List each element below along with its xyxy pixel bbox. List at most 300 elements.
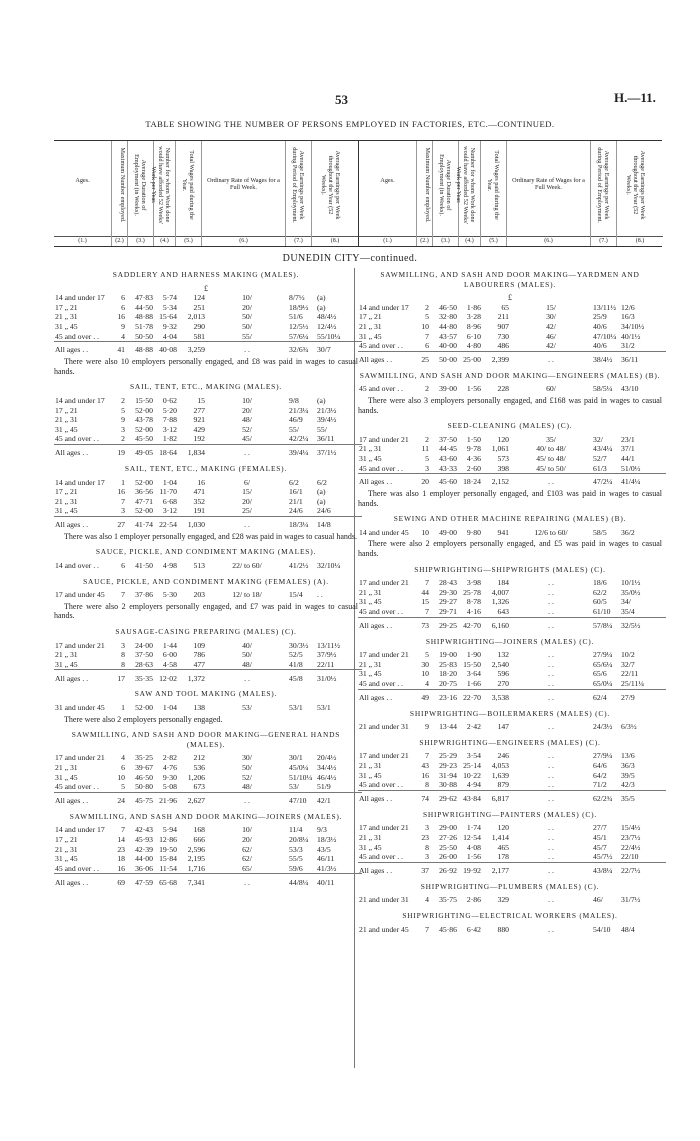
table-cell: 251 xyxy=(193,302,205,312)
table-cell: 4 xyxy=(425,895,429,905)
table-cell: 3 xyxy=(425,823,429,833)
table-cell: All ages . . xyxy=(358,474,416,488)
table-cell: 45 and over . . xyxy=(55,434,99,444)
header-number: (1.) xyxy=(359,236,416,245)
header-label: Ordinary Rate of Wages for a Full Week. xyxy=(512,177,585,191)
table-cell: 71/2 xyxy=(593,780,607,790)
table-cell: 4·08 xyxy=(466,842,481,852)
table-cell: 1 xyxy=(121,477,125,487)
table-cell: 35·35 xyxy=(126,670,154,684)
table-cell: 40/6 xyxy=(593,321,607,331)
table-cell: 47·83 xyxy=(135,293,153,303)
header-cell xyxy=(454,141,481,246)
table-cell: 65/0¼ xyxy=(593,679,613,688)
table-cell: 45·86 xyxy=(439,924,457,934)
table-row xyxy=(54,332,362,342)
table-cell: 43·60 xyxy=(439,453,457,463)
table-cell: 37·50 xyxy=(439,434,457,444)
table-cell: 41 xyxy=(112,342,126,356)
total-row xyxy=(358,790,666,804)
table-cell: 50/ xyxy=(242,762,252,772)
table-cell: 21 „ 31 xyxy=(359,587,382,597)
table-cell: 46·50 xyxy=(135,772,153,782)
table-cell: 74 xyxy=(416,790,430,804)
table-cell: 3·98 xyxy=(466,578,481,588)
table-cell: 21 „ 31 xyxy=(359,444,382,454)
header-number: (3.) xyxy=(128,236,153,245)
table-row xyxy=(358,464,666,474)
table-cell: 109 xyxy=(193,640,205,650)
table-cell: 65/ xyxy=(242,863,252,873)
table-cell: 8 xyxy=(425,842,429,852)
table-cell: 203 xyxy=(193,590,205,600)
header-label: Average Earnings per Week throughout the Year (52 Weeks). xyxy=(320,150,341,220)
table-cell: 36/2 xyxy=(621,527,635,537)
header-number: (8.) xyxy=(312,236,358,245)
table-cell: 65/6 xyxy=(593,669,607,679)
table-cell: 32/ xyxy=(593,434,603,444)
table-cell: . . xyxy=(548,659,554,669)
table-cell: 6 xyxy=(121,302,125,312)
table-cell: 36/3 xyxy=(621,760,635,770)
table-cell: . . xyxy=(510,790,592,804)
table-cell: 15·64 xyxy=(159,312,177,322)
table-cell: 20/4½ xyxy=(317,753,337,763)
table-cell: 24/6 xyxy=(317,506,331,516)
table-cell: 7 xyxy=(425,578,429,588)
table-cell: All ages . . xyxy=(54,342,112,356)
table-row xyxy=(54,561,362,571)
section-heading: SAW AND TOOL MAKING (MALES). xyxy=(134,689,278,699)
table-cell: 10 xyxy=(117,772,125,782)
table-row xyxy=(358,528,666,538)
table-cell: 3·12 xyxy=(162,424,177,434)
table-cell: 7 xyxy=(121,825,125,835)
table-cell: 31 and under 45 xyxy=(55,703,105,712)
data-table xyxy=(54,590,362,600)
table-cell: 5·94 xyxy=(162,825,177,835)
section-note: There was also 1 employer personally engaged, and £28 was paid in wages to casual hands. xyxy=(64,531,358,541)
table-cell: 1·74 xyxy=(466,823,481,833)
table-title: TABLE SHOWING THE NUMBER OF PERSONS EMPLOYED IN FACTORIES, ETC.—CONTINUED. xyxy=(145,119,555,129)
table-cell: 41·50 xyxy=(135,561,153,571)
table-cell: 45 and over . . xyxy=(359,463,403,473)
table-cell: 47/10¼ xyxy=(593,331,617,341)
table-cell: 46/9 xyxy=(289,415,303,425)
table-cell: 34/10½ xyxy=(621,321,645,331)
table-cell: 8 xyxy=(425,780,429,790)
table-cell: 1,326 xyxy=(491,597,509,607)
table-cell: 513 xyxy=(193,561,205,571)
table-cell: All ages . . xyxy=(358,689,416,703)
table-cell: 14 and under 17 xyxy=(359,302,409,312)
table-cell: 9·78 xyxy=(466,444,481,454)
data-table xyxy=(54,478,362,530)
table-cell: 62/ xyxy=(242,854,252,864)
table-cell: 5 xyxy=(121,405,125,415)
table-cell: . . xyxy=(548,770,554,780)
table-cell: 14 and under 17 xyxy=(55,293,105,303)
table-cell: . . xyxy=(548,852,554,862)
table-cell: 15·50 xyxy=(135,395,153,405)
table-cell: 879 xyxy=(497,780,509,790)
city-heading: DUNEDIN CITY—continued. xyxy=(282,253,418,264)
table-cell: 4 xyxy=(121,753,125,763)
table-cell: 2,399 xyxy=(482,351,510,365)
table-cell: 6/3½ xyxy=(621,722,637,732)
table-cell: 941 xyxy=(497,527,509,537)
table-cell: 9 xyxy=(121,321,125,331)
table-cell: 5 xyxy=(425,312,429,322)
table-row xyxy=(358,312,666,322)
data-table xyxy=(358,528,666,538)
table-cell: 2 xyxy=(425,384,429,394)
table-cell: 45 and over . . xyxy=(55,782,99,792)
table-cell: 25·14 xyxy=(463,760,481,770)
table-cell: 31 „ 45 xyxy=(359,331,382,341)
table-cell: 14 and over . . xyxy=(55,561,99,571)
header-cell xyxy=(481,141,507,246)
table-cell: 45/1 xyxy=(593,832,607,842)
table-cell: 62/2 xyxy=(593,587,607,597)
table-row xyxy=(54,434,362,444)
section-heading: SAIL, TENT, ETC., MAKING (MALES). xyxy=(130,382,282,392)
header-number: (8.) xyxy=(617,236,663,245)
section-heading: SADDLERY AND HARNESS MAKING (MALES). xyxy=(112,270,300,279)
table-cell: 21 and under 31 xyxy=(359,895,409,905)
table-cell: 40/1½ xyxy=(621,331,641,341)
table-cell: 36/11 xyxy=(317,434,335,444)
table-cell: All ages . . xyxy=(54,516,112,530)
header-number: (4.) xyxy=(459,236,480,245)
table-cell: All ages . . xyxy=(54,874,112,888)
total-row xyxy=(358,617,666,631)
table-cell: 17 and under 21 xyxy=(359,434,409,444)
table-cell: 25·00 xyxy=(458,351,482,365)
table-cell: 6 xyxy=(121,762,125,772)
table-cell: 45·60 xyxy=(430,474,458,488)
table-cell: 5 xyxy=(425,650,429,660)
section-note: There were also 2 employers personally engaged, and £5 was paid in wages to casual hands. xyxy=(358,539,662,559)
header-label: Total Wages paid during the Year. xyxy=(485,150,500,220)
table-cell: 60/ xyxy=(546,384,556,394)
table-cell: 1·90 xyxy=(466,650,481,660)
table-cell: 2·86 xyxy=(466,895,481,905)
table-cell: 39/4¼ xyxy=(288,444,316,458)
table-cell: 3·12 xyxy=(162,506,177,516)
table-cell: 45 and over . . xyxy=(55,863,99,873)
table-cell: . . xyxy=(548,722,554,732)
table-cell: 45/ to 48/ xyxy=(536,453,566,463)
table-cell: 37/9½ xyxy=(317,650,337,660)
section-block xyxy=(358,270,662,365)
table-cell: 643 xyxy=(497,607,509,617)
table-row xyxy=(358,751,666,761)
table-cell: 6,817 xyxy=(482,790,510,804)
table-cell: 24/6 xyxy=(289,506,303,516)
table-cell: 20·75 xyxy=(439,679,457,688)
data-table xyxy=(358,435,666,487)
section-note: There were also 10 employers personally engaged, and £8 was paid in wages to casual hands. xyxy=(54,357,358,376)
table-cell: 7 xyxy=(121,590,125,600)
table-row xyxy=(358,843,666,853)
table-cell: 7 xyxy=(425,607,429,617)
table-cell: 50·00 xyxy=(430,351,458,365)
section-block xyxy=(54,382,358,458)
table-row xyxy=(54,782,362,792)
table-cell: 36·06 xyxy=(135,863,153,873)
table-cell: 168 xyxy=(193,825,205,835)
table-cell: . . xyxy=(548,679,554,688)
table-cell: 21 „ 31 xyxy=(359,760,382,770)
table-cell: 20/ xyxy=(242,496,252,506)
table-cell: 2,152 xyxy=(482,474,510,488)
page-number: 53 xyxy=(335,92,348,107)
table-cell: 21 „ 31 xyxy=(55,312,78,322)
table-row xyxy=(54,506,362,516)
table-cell: 18/3¼ xyxy=(288,516,316,530)
table-cell: 7 xyxy=(425,331,429,341)
table-cell: 29·00 xyxy=(439,823,457,833)
table-cell: 65 xyxy=(501,302,509,312)
table-cell: 73 xyxy=(416,617,430,631)
table-cell: 30·88 xyxy=(439,780,457,790)
table-cell: 138 xyxy=(193,703,205,712)
table-cell: 6,160 xyxy=(482,617,510,631)
table-cell: 10/1½ xyxy=(621,578,641,588)
total-row xyxy=(358,689,666,703)
table-cell: 32/5½ xyxy=(620,617,666,631)
header-number: (7.) xyxy=(286,236,311,245)
table-cell: 37/1½ xyxy=(316,444,362,458)
table-cell: 54/10 xyxy=(593,924,611,934)
table-cell: (a) xyxy=(317,293,326,303)
table-cell: 3 xyxy=(121,640,125,650)
table-cell: 3·54 xyxy=(466,751,481,761)
table-cell: 45 and over . . xyxy=(359,341,403,351)
table-cell: 8/7½ xyxy=(289,293,305,303)
table-cell: . . xyxy=(206,874,288,888)
table-row xyxy=(54,497,362,507)
table-row xyxy=(358,895,666,905)
table-cell: 21 „ 31 xyxy=(359,321,382,331)
table-cell: 60/5 xyxy=(593,597,607,607)
table-cell: 23·16 xyxy=(430,689,458,703)
table-cell: 59/6 xyxy=(289,863,303,873)
table-cell: . . xyxy=(548,832,554,842)
table-cell: 55/5 xyxy=(289,854,303,864)
table-cell: 35/4 xyxy=(621,607,635,617)
table-cell: 5·34 xyxy=(162,302,177,312)
table-cell: 17 „ 21 xyxy=(55,487,78,497)
table-cell: 17 „ 21 xyxy=(55,405,78,415)
table-cell: 19·00 xyxy=(439,650,457,660)
section-block xyxy=(358,514,662,558)
section-note: There were also 2 employers personally engaged. xyxy=(64,714,223,724)
table-row xyxy=(358,650,666,660)
table-cell: 17 and under 21 xyxy=(359,578,409,588)
table-cell: 27·26 xyxy=(439,832,457,842)
table-cell: 48/4 xyxy=(621,924,635,934)
table-cell: 62/ xyxy=(242,844,252,854)
table-cell: . . xyxy=(206,670,288,684)
table-cell: 7 xyxy=(425,924,429,934)
table-cell: 17 and under 21 xyxy=(55,753,105,763)
table-cell: 2,540 xyxy=(491,659,509,669)
section-heading: SAWMILLING, AND SASH AND DOOR MAKING—JOINERS (MALES). xyxy=(69,811,343,821)
table-cell: 6/2 xyxy=(317,477,327,487)
table-cell: 2,627 xyxy=(178,792,206,806)
table-row xyxy=(358,444,666,454)
table-row xyxy=(358,341,666,351)
table-cell: 12/ to 18/ xyxy=(232,590,262,600)
table-cell: 18·20 xyxy=(439,669,457,679)
table-cell: 29·62 xyxy=(430,790,458,804)
table-cell: 29·23 xyxy=(439,760,457,770)
table-cell: 6/ xyxy=(244,477,250,487)
table-row xyxy=(358,761,666,771)
table-row xyxy=(54,293,362,303)
table-row xyxy=(54,835,362,845)
table-cell: 18 xyxy=(117,854,125,864)
table-cell: 22/11 xyxy=(317,659,335,669)
table-cell: 120 xyxy=(497,434,509,444)
table-cell: 2 xyxy=(121,434,125,444)
table-cell: 6·68 xyxy=(162,496,177,506)
table-cell: 53/1 xyxy=(317,703,331,712)
table-cell: 1,639 xyxy=(491,770,509,780)
table-cell: 45 and over . . xyxy=(359,607,403,617)
table-cell: 14 and under 17 xyxy=(55,395,105,405)
table-cell: 3 xyxy=(121,506,125,516)
table-cell: 31/0½ xyxy=(316,670,362,684)
table-row xyxy=(358,435,666,445)
section-block xyxy=(358,810,662,876)
table-cell: . . xyxy=(206,792,288,806)
table-cell: . . xyxy=(548,587,554,597)
table-cell: 36/11 xyxy=(620,351,666,365)
table-cell: 4,053 xyxy=(491,760,509,770)
header-number: (5.) xyxy=(176,236,201,245)
table-cell: 17 and under 21 xyxy=(55,640,105,650)
table-cell: 329 xyxy=(497,895,509,905)
table-cell: 24 xyxy=(112,792,126,806)
header-right xyxy=(359,141,663,246)
table-row xyxy=(54,303,362,313)
table-cell: 62/4 xyxy=(592,689,620,703)
table-cell: 211 xyxy=(497,312,509,322)
table-cell: 32/6¾ xyxy=(288,342,316,356)
table-cell: 47/10 xyxy=(288,792,316,806)
table-cell: 43/4¼ xyxy=(593,444,613,454)
table-cell: 18·24 xyxy=(458,474,482,488)
table-cell: . . xyxy=(548,597,554,607)
table-cell: 45/8 xyxy=(288,670,316,684)
table-row xyxy=(54,854,362,864)
table-cell: 6 xyxy=(121,293,125,303)
table-cell: 64/2 xyxy=(593,770,607,780)
header-label: Average Duration of Employment (in Weeks). xyxy=(132,154,147,216)
table-cell: 41/8 xyxy=(289,659,303,669)
table-cell: 53/3 xyxy=(289,844,303,854)
table-cell: 51/9 xyxy=(317,782,331,792)
table-cell: 907 xyxy=(497,321,509,331)
table-cell: 34/ xyxy=(621,597,631,607)
section-heading: SAUCE, PICKLE, AND CONDIMENT MAKING (MALES). xyxy=(95,547,317,557)
currency-label: £ xyxy=(508,293,512,303)
table-cell: 24/3½ xyxy=(593,722,613,732)
table-cell: 12/5½ xyxy=(289,321,309,331)
header-left xyxy=(54,141,359,246)
table-cell: 3·28 xyxy=(466,312,481,322)
table-cell: All ages . . xyxy=(54,670,112,684)
table-cell: 15·50 xyxy=(463,659,481,669)
table-cell: 45 and over . . xyxy=(359,679,403,688)
table-cell: 46·50 xyxy=(439,302,457,312)
table-cell: 1·66 xyxy=(466,679,481,688)
total-row xyxy=(54,874,362,888)
table-cell: All ages . . xyxy=(358,351,416,365)
table-cell: 1·86 xyxy=(466,302,481,312)
table-cell: 10 xyxy=(421,527,429,537)
table-cell: 429 xyxy=(193,424,205,434)
table-cell: . . xyxy=(548,780,554,790)
table-cell: 477 xyxy=(193,659,205,669)
table-cell: . . xyxy=(206,516,288,530)
table-cell: 10/ xyxy=(242,825,252,835)
table-cell: 20/8¼ xyxy=(289,834,309,844)
table-cell: 43/5 xyxy=(317,844,331,854)
table-row xyxy=(358,384,666,394)
table-row xyxy=(358,852,666,862)
table-cell: 46/ xyxy=(593,895,603,905)
section-heading: SEWING AND OTHER MACHINE REPAIRING (MALES) (B). xyxy=(393,514,627,524)
table-cell: 37/1 xyxy=(621,444,635,454)
table-cell: 21/1 xyxy=(289,496,303,506)
table-cell: 10 xyxy=(421,321,429,331)
header-cell xyxy=(417,141,433,246)
header-cell xyxy=(112,141,128,246)
table-cell: 17 and under 21 xyxy=(359,650,409,660)
data-table xyxy=(54,825,362,887)
table-cell: 22/ to 60/ xyxy=(232,561,262,571)
data-table xyxy=(54,641,362,684)
table-cell: 28·63 xyxy=(135,659,153,669)
table-cell: 37 xyxy=(416,862,430,876)
table-row xyxy=(54,590,362,600)
table-cell: 64/6 xyxy=(593,760,607,770)
table-cell: 19 xyxy=(112,444,126,458)
table-cell: 4·80 xyxy=(466,341,481,351)
table-cell: 12·86 xyxy=(159,834,177,844)
header-number: (6.) xyxy=(507,236,590,245)
table-cell: 39·67 xyxy=(135,762,153,772)
table-cell: 21 „ 31 xyxy=(55,650,78,660)
table-cell: 31 „ 45 xyxy=(359,597,382,607)
table-cell: 25/11¼ xyxy=(621,679,644,688)
table-cell: 4·16 xyxy=(466,607,481,617)
section-heading: SHIPWRIGHTING—PLUMBERS (MALES) (C). xyxy=(420,881,600,891)
table-cell: 16 xyxy=(117,487,125,497)
table-cell: 21 „ 31 xyxy=(359,659,382,669)
table-cell: 44·50 xyxy=(135,302,153,312)
table-cell: 35·25 xyxy=(135,753,153,763)
table-cell: 55/ xyxy=(242,331,252,341)
section-heading: SAUSAGE-CASING PREPARING (MALES) (C). xyxy=(115,627,297,637)
table-cell: 9/8 xyxy=(289,395,299,405)
table-cell: 21/3½ xyxy=(317,405,337,415)
table-cell: 3·64 xyxy=(466,669,481,679)
